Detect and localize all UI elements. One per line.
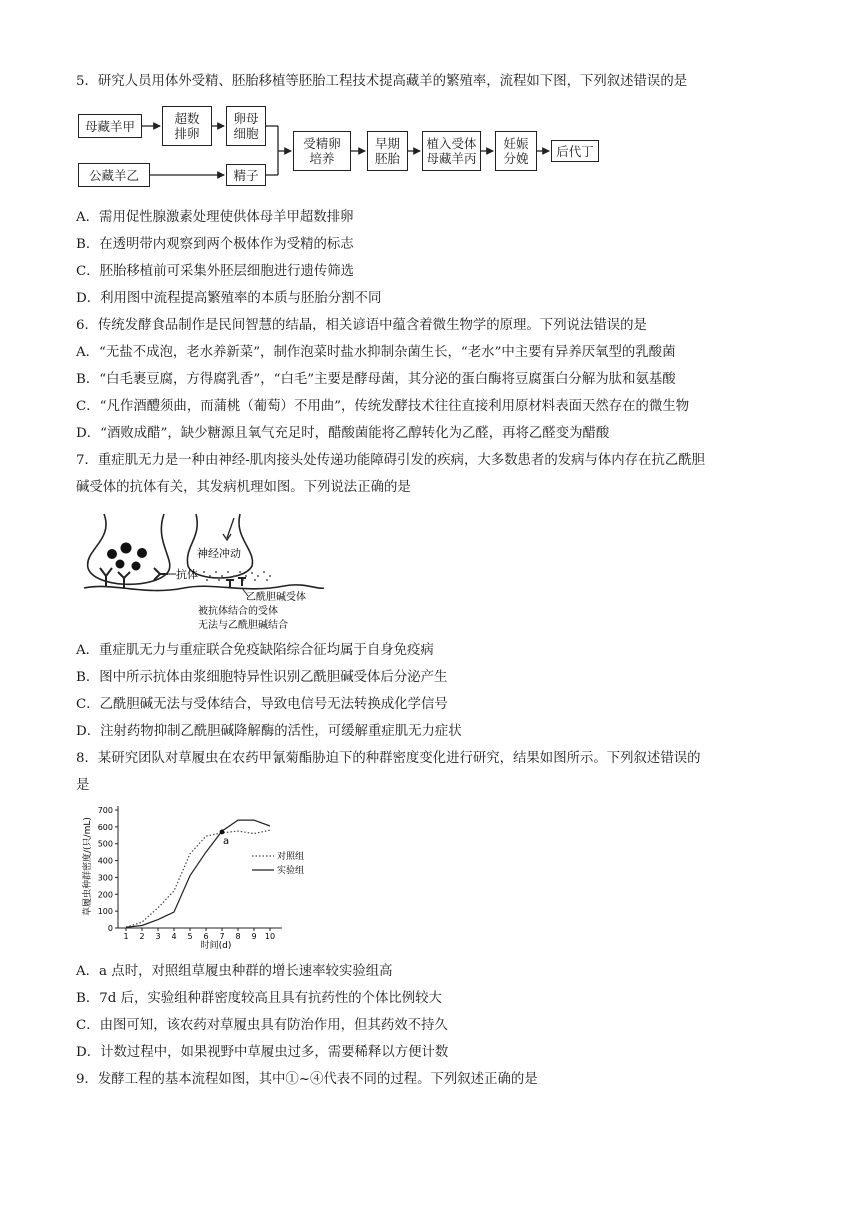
receptor-shape [238,578,246,586]
q7-synapse-diagram [84,510,324,634]
vesicle [116,560,125,569]
q6-option-d: D．“酒败成醋”，缺少糖源且氧气充足时，醋酸菌能将乙醇转化为乙醛，再将乙醛变为醋酸 [76,426,610,441]
q7-option-d: D．注射药物抑制乙酰胆碱降解酶的活性，可缓解重症肌无力症状 [76,724,462,739]
q9-stem: 9．发酵工程的基本流程如图，其中①~④代表不同的过程。下列叙述正确的是 [76,1072,538,1087]
chart-y-tick-label: 400 [97,856,113,866]
legend-label-control: 对照组 [277,852,305,862]
antibody-shape [118,572,130,588]
vesicle [107,549,117,559]
flow-superovulation [162,106,212,146]
chart-x-tick-label: 2 [139,932,145,941]
label-bound-receptor-line1: 被抗体结合的受体 [198,606,278,617]
flow-mother-sheep: 母藏羊甲 [78,114,142,138]
chart-x-tick-label: 9 [251,932,257,941]
q7-option-a: A．重症肌无力与重症联合免疫缺陷综合征均属于自身免疫病 [76,643,434,658]
q8-stem-line2: 是 [76,778,90,793]
q7-option-c: C．乙酰胆碱无法与受体结合，导致电信号无法转换成化学信号 [76,697,448,712]
chart-legend [252,850,304,876]
chart-y-tick-label: 600 [97,822,113,832]
q7-stem-line2: 碱受体的抗体有关，其发病机理如图。下列说法正确的是 [76,480,411,495]
flow-zygote-culture [293,131,351,171]
chart-x-tick-label: 3 [155,932,161,941]
chart-x-tick-label: 8 [235,932,241,941]
label-bound-receptor-line2: 无法与乙酰胆碱结合 [198,620,288,631]
chart-y-tick-label: 300 [97,873,113,883]
flow-zygote-culture-line1: 受精卵 [303,136,341,151]
antibody-shape [100,568,112,586]
flow-early-embryo-line2: 胚胎 [374,151,400,166]
label-ach-receptor: 乙酰胆碱受体 [246,592,306,603]
chart-point-a [220,830,225,835]
flow-early-embryo-line1: 早期 [374,136,400,151]
chart-x-axis-label: 时间(d) [200,941,232,950]
q5-option-d: D．利用图中流程提高繁殖率的本质与胚胎分割不同 [76,291,382,306]
q8-option-d: D．计数过程中，如果视野中草履虫过多，需要稀释以方便计数 [76,1045,449,1060]
chart-y-tick-label: 500 [97,839,113,849]
label-nerve-impulse: 神经冲动 [197,547,241,560]
label-antibody: 抗体 [176,568,198,581]
q5-stem: 5．研究人员用体外受精、胚胎移植等胚胎工程技术提高藏羊的繁殖率，流程如下图，下列叙述错误的是 [76,74,688,89]
flow-superovulation-line1: 超数 [174,111,200,126]
muscle-membrane [84,585,324,591]
flow-embryo-transfer-line1: 植入受体 [426,136,477,151]
flow-offspring: 后代丁 [551,140,599,162]
chart-y-tick-label: 0 [107,924,113,933]
chart-point-a-label: a [223,835,230,847]
flow-sperm: 精子 [226,164,266,186]
chart-series [126,820,270,927]
flow-oocyte-line1: 卵母 [233,111,259,126]
flow-oocyte [226,106,266,146]
legend-label-experimental: 实验组 [277,866,305,876]
q5-option-a: A．需用促性腺激素处理使供体母羊甲超数排卵 [76,210,354,225]
chart-x-tick-label: 1 [123,932,129,941]
flow-superovulation-line2: 排卵 [174,126,200,141]
q7-stem-line1: 7．重症肌无力是一种由神经-肌肉接头处传递功能障碍引发的疾病，大多数患者的发病与体内存在抗乙酰胆 [76,453,706,468]
flow-pregnancy [495,131,537,171]
q8-stem-line1: 8．某研究团队对草履虫在农药甲氰菊酯胁迫下的种群密度变化进行研究，结果如图所示。下列叙述错误的 [76,751,701,766]
q5-flowchart [78,104,608,190]
q8-population-chart [80,798,320,950]
vesicle [137,548,147,558]
q8-option-a: A．a 点时，对照组草履虫种群的增长速率较实验组高 [76,964,393,979]
q5-option-c: C．胚胎移植前可采集外胚层细胞进行遗传筛选 [76,264,355,279]
flow-embryo-transfer [422,131,481,171]
flow-pregnancy-line1: 妊娠 [503,136,529,151]
vesicle [121,543,132,554]
chart-x-tick-label: 7 [219,932,225,941]
chart-axes [98,806,282,941]
flow-embryo-transfer-line2: 母藏羊丙 [426,151,477,166]
vesicle [132,562,141,571]
chart-x-tick-label: 4 [171,932,177,941]
flow-pregnancy-line2: 分娩 [503,151,529,166]
q6-option-c: C．“凡作酒醴须曲，而蒲桃（葡萄）不用曲”，传统发酵技术往往直接利用原材料表面天然存在的微生物 [76,399,690,414]
q6-option-b: B．“白毛裹豆腐，方得腐乳香”，“白毛”主要是酵母菌，其分泌的蛋白酶将豆腐蛋白分解为肽和氨基酸 [76,372,676,387]
chart-y-tick-label: 700 [97,806,113,815]
chart-x-tick-label: 10 [264,932,276,941]
q7-option-b: B．图中所示抗体由浆细胞特异性识别乙酰胆碱受体后分泌产生 [76,670,448,685]
chart-y-axis-label: 草履虫种群密度/(只/mL) [83,817,93,916]
chart-line-control [126,830,270,927]
q8-option-b: B．7d 后，实验组种群密度较高且具有抗药性的个体比例较大 [76,991,442,1006]
q5-option-b: B．在透明带内观察到两个极体作为受精的标志 [76,237,354,252]
flow-early-embryo [367,131,408,171]
chart-x-tick-label: 5 [187,932,193,941]
chart-y-tick-label: 100 [97,907,113,917]
flow-father-sheep: 公藏羊乙 [78,163,150,187]
flow-oocyte-line2: 细胞 [233,126,259,141]
chart-line-experimental [126,820,270,927]
flow-zygote-culture-line2: 培养 [309,151,335,166]
chart-y-tick-label: 200 [97,890,113,900]
q6-option-a: A．“无盐不成泡，老水养新菜”，制作泡菜时盐水抑制杂菌生长，“老水”中主要有异养厌氧型的乳酸菌 [76,345,676,360]
chart-x-tick-label: 6 [203,932,209,941]
q6-stem: 6．传统发酵食品制作是民间智慧的结晶，相关谚语中蕴含着微生物学的原理。下列说法错误的是 [76,318,647,333]
q8-option-c: C．由图可知，该农药对草履虫具有防治作用，但其药效不持久 [76,1018,448,1033]
